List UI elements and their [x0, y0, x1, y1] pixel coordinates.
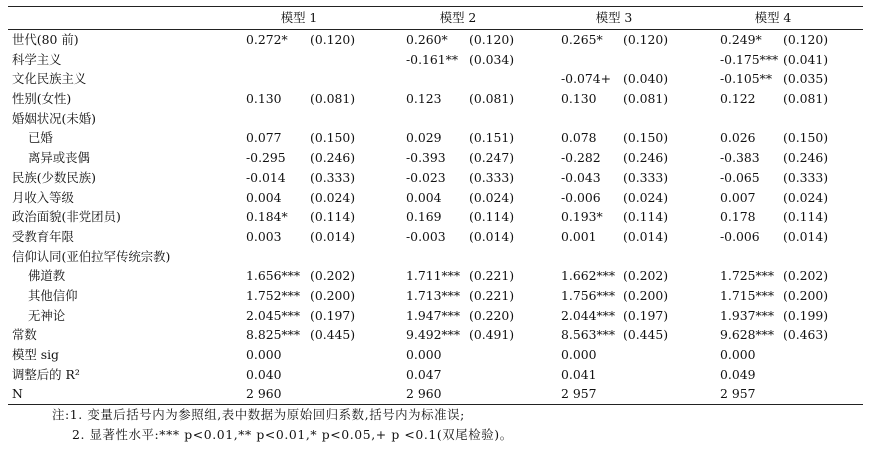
table-row	[8, 69, 863, 89]
coefficient-cell: 1.752***	[246, 287, 301, 303]
table-row	[8, 325, 863, 345]
coefficient-cell: 0.000	[720, 347, 756, 362]
std-error-cell: (0.014)	[783, 228, 829, 244]
coefficient-cell: 1.662***	[561, 268, 616, 284]
coefficient-cell: 0.041	[561, 366, 597, 382]
coefficient-cell: 0.004	[246, 189, 282, 205]
std-error-cell: (0.246)	[310, 150, 356, 166]
std-error-cell: (0.014)	[623, 228, 669, 244]
coefficient-cell: 0.123	[406, 91, 442, 107]
std-error-cell: (0.246)	[623, 150, 669, 166]
coefficient-cell: -0.006	[561, 189, 601, 205]
coefficient-cell: 0.130	[246, 91, 282, 107]
coefficient-cell: 2 957	[561, 386, 597, 402]
std-error-cell: (0.041)	[783, 51, 829, 67]
std-error-cell: (0.114)	[310, 209, 356, 225]
coefficient-cell: 0.001	[561, 228, 597, 244]
coefficient-cell: 1.947***	[406, 307, 461, 323]
std-error-cell: (0.333)	[469, 169, 515, 185]
coefficient-cell: 1.715***	[720, 287, 775, 303]
std-error-cell: (0.120)	[469, 32, 515, 47]
std-error-cell: (0.024)	[623, 189, 669, 205]
column-header-model-2: 模型 2	[439, 10, 477, 25]
table-body	[8, 30, 863, 404]
std-error-cell: (0.246)	[783, 150, 829, 166]
std-error-cell: (0.491)	[469, 327, 515, 343]
note-line-2: 2. 显著性水平:*** p<0.01,** p<0.01,* p<0.05,+ p <0.1(双尾检验)。	[72, 427, 513, 442]
coefficient-cell: 8.825***	[246, 327, 301, 343]
coefficient-cell: -0.161**	[406, 51, 459, 67]
coefficient-cell: 0.049	[720, 366, 756, 382]
table-row	[8, 207, 863, 227]
coefficient-cell: -0.003	[406, 228, 446, 244]
coefficient-cell: 0.000	[561, 347, 597, 362]
coefficient-cell: -0.383	[720, 150, 760, 166]
coefficient-cell: 0.272*	[246, 32, 288, 47]
std-error-cell: (0.081)	[783, 91, 829, 107]
coefficient-cell: 9.492***	[406, 327, 461, 343]
coefficient-cell: -0.023	[406, 169, 446, 185]
std-error-cell: (0.024)	[783, 189, 829, 205]
std-error-cell: (0.114)	[623, 209, 669, 225]
row-label: 民族(少数民族)	[12, 169, 97, 185]
table-row	[8, 148, 863, 168]
coefficient-cell: 0.193*	[561, 209, 603, 225]
std-error-cell: (0.034)	[469, 51, 515, 67]
std-error-cell: (0.247)	[469, 150, 515, 166]
coefficient-cell: 1.711***	[406, 268, 461, 284]
std-error-cell: (0.150)	[310, 130, 356, 146]
coefficient-cell: 0.000	[246, 347, 282, 362]
std-error-cell: (0.081)	[469, 91, 515, 107]
coefficient-cell: -0.282	[561, 150, 601, 166]
row-label: 月收入等级	[12, 189, 74, 205]
coefficient-cell: -0.043	[561, 169, 601, 185]
std-error-cell: (0.221)	[469, 287, 515, 303]
row-label: N	[12, 386, 23, 402]
coefficient-cell: -0.014	[246, 169, 286, 185]
row-label: 婚姻状况(未婚)	[12, 110, 97, 126]
coefficient-cell: -0.175***	[720, 51, 779, 67]
row-label: 科学主义	[12, 51, 62, 67]
coefficient-cell: 0.040	[246, 366, 282, 382]
table-row	[8, 345, 863, 365]
coefficient-cell: 1.725***	[720, 268, 775, 284]
coefficient-cell: 0.077	[246, 130, 282, 146]
std-error-cell: (0.120)	[783, 32, 829, 47]
coefficient-cell: 0.249*	[720, 32, 762, 47]
coefficient-cell: 0.047	[406, 366, 442, 382]
table-row	[8, 128, 863, 148]
std-error-cell: (0.202)	[310, 268, 356, 284]
note-line-1: 注:1. 变量后括号内为参照组,表中数据为原始回归系数,括号内为标准误;	[52, 407, 465, 422]
coefficient-cell: 0.265*	[561, 32, 603, 47]
std-error-cell: (0.445)	[310, 327, 356, 343]
std-error-cell: (0.120)	[310, 32, 356, 47]
column-header-model-3: 模型 3	[595, 10, 633, 25]
std-error-cell: (0.120)	[623, 32, 669, 47]
coefficient-cell: 0.130	[561, 91, 597, 107]
std-error-cell: (0.333)	[310, 169, 356, 185]
std-error-cell: (0.150)	[623, 130, 669, 146]
coefficient-cell: 2 960	[246, 386, 282, 402]
std-error-cell: (0.333)	[623, 169, 669, 185]
coefficient-cell: 1.756***	[561, 287, 616, 303]
std-error-cell: (0.333)	[783, 169, 829, 185]
std-error-cell: (0.014)	[469, 228, 515, 244]
std-error-cell: (0.445)	[623, 327, 669, 343]
coefficient-cell: 9.628***	[720, 327, 775, 343]
std-error-cell: (0.220)	[469, 307, 515, 323]
std-error-cell: (0.197)	[310, 307, 356, 323]
row-label: 受教育年限	[12, 228, 74, 244]
coefficient-cell: 2.044***	[561, 307, 616, 323]
row-label: 无神论	[28, 307, 66, 323]
std-error-cell: (0.024)	[310, 189, 356, 205]
row-label: 调整后的 R²	[12, 366, 80, 382]
std-error-cell: (0.040)	[623, 71, 669, 87]
coefficient-cell: 1.713***	[406, 287, 461, 303]
coefficient-cell: -0.393	[406, 150, 446, 166]
std-error-cell: (0.114)	[783, 209, 829, 225]
row-label: 性别(女性)	[12, 91, 72, 107]
coefficient-cell: 1.937***	[720, 307, 775, 323]
row-label: 佛道教	[28, 268, 66, 284]
table-row	[8, 266, 863, 286]
table-row	[8, 188, 863, 208]
coefficient-cell: 8.563***	[561, 327, 616, 343]
table-row	[8, 89, 863, 109]
coefficient-cell: -0.105**	[720, 71, 773, 87]
std-error-cell: (0.463)	[783, 327, 829, 343]
std-error-cell: (0.197)	[623, 307, 669, 323]
std-error-cell: (0.221)	[469, 268, 515, 284]
table-row	[8, 50, 863, 70]
row-label: 文化民族主义	[12, 71, 87, 87]
row-label: 模型 sig	[12, 347, 59, 362]
column-header-model-1: 模型 1	[280, 10, 318, 25]
std-error-cell: (0.024)	[469, 189, 515, 205]
coefficient-cell: -0.295	[246, 150, 286, 166]
header-row	[8, 7, 863, 29]
std-error-cell: (0.151)	[469, 130, 515, 146]
coefficient-cell: 0.078	[561, 130, 597, 146]
coefficient-cell: 0.000	[406, 347, 442, 362]
std-error-cell: (0.199)	[783, 307, 829, 323]
coefficient-cell: 0.003	[246, 228, 282, 244]
table-row	[8, 247, 863, 267]
regression-table	[8, 6, 863, 405]
column-header-model-4: 模型 4	[754, 10, 792, 25]
table-row	[8, 306, 863, 326]
coefficient-cell: 0.004	[406, 189, 442, 205]
row-label: 其他信仰	[28, 287, 78, 303]
table-row	[8, 30, 863, 50]
row-label: 常数	[12, 327, 37, 343]
std-error-cell: (0.081)	[310, 91, 356, 107]
table-row	[8, 227, 863, 247]
coefficient-cell: 0.178	[720, 209, 756, 225]
table-row	[8, 384, 863, 404]
std-error-cell: (0.014)	[310, 228, 356, 244]
table-row	[8, 365, 863, 385]
std-error-cell: (0.200)	[783, 287, 829, 303]
std-error-cell: (0.150)	[783, 130, 829, 146]
coefficient-cell: 2.045***	[246, 307, 301, 323]
row-label: 已婚	[28, 130, 53, 146]
coefficient-cell: 0.260*	[406, 32, 448, 47]
coefficient-cell: 0.169	[406, 209, 442, 225]
coefficient-cell: -0.006	[720, 228, 760, 244]
coefficient-cell: 0.007	[720, 189, 756, 205]
coefficient-cell: 2 957	[720, 386, 756, 402]
table-row	[8, 109, 863, 129]
std-error-cell: (0.200)	[623, 287, 669, 303]
coefficient-cell: -0.074+	[561, 71, 612, 87]
std-error-cell: (0.200)	[310, 287, 356, 303]
row-label: 信仰认同(亚伯拉罕传统宗教)	[12, 248, 171, 264]
coefficient-cell: 0.026	[720, 130, 756, 146]
table-notes	[52, 405, 513, 445]
coefficient-cell: 1.656***	[246, 268, 301, 284]
std-error-cell: (0.114)	[469, 209, 515, 225]
coefficient-cell: 0.122	[720, 91, 756, 107]
std-error-cell: (0.202)	[783, 268, 829, 284]
row-label: 世代(80 前)	[12, 32, 79, 47]
coefficient-cell: 2 960	[406, 386, 442, 402]
std-error-cell: (0.202)	[623, 268, 669, 284]
row-label: 政治面貌(非党团员)	[12, 209, 121, 225]
table-row	[8, 286, 863, 306]
coefficient-cell: 0.029	[406, 130, 442, 146]
std-error-cell: (0.035)	[783, 71, 829, 87]
table-row	[8, 168, 863, 188]
row-label: 离异或丧偶	[28, 150, 90, 166]
coefficient-cell: -0.065	[720, 169, 760, 185]
coefficient-cell: 0.184*	[246, 209, 288, 225]
std-error-cell: (0.081)	[623, 91, 669, 107]
